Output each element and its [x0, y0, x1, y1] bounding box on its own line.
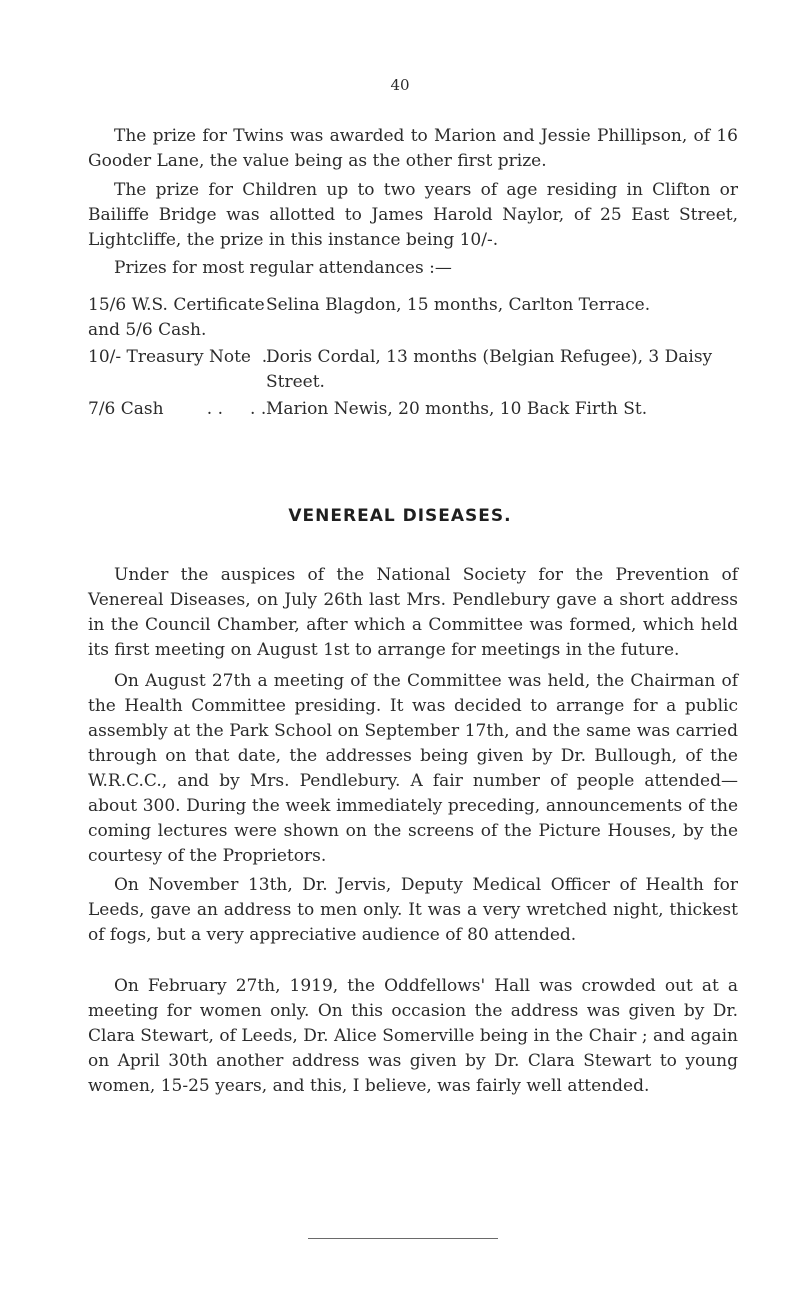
prize-recipient: Marion Newis, 20 months, 10 Back Firth St.	[266, 399, 648, 419]
prize-award: 7/6 Cash . . . .	[88, 399, 267, 419]
paragraph-november-address: On November 13th, Dr. Jervis, Deputy Medical Officer of Health for Leeds, gave an address to men only. It was a very wretched night, thickest of fogs, but a very appreciative audience of 80 attended.	[88, 875, 738, 945]
paragraph-twins-prize: The prize for Twins was awarded to Marion and Jessie Phillipson, of 16 Gooder Lane, the value being as the other first prize.	[88, 126, 738, 171]
prize-award: 15/6 W.S. Certificate and 5/6 Cash.	[88, 295, 265, 340]
page-number: 40	[390, 76, 410, 94]
section-heading: VENEREAL DISEASES.	[288, 506, 512, 526]
paragraph-children-prize: The prize for Children up to two years of age residing in Clifton or Bailiffe Bridge was allotted to James Harold Naylor, of 25 East Street, Lightcliffe, the prize in this instance being 10/-.	[88, 180, 738, 250]
end-rule	[308, 1238, 498, 1239]
paragraph-auspices: Under the auspices of the National Society for the Prevention of Venereal Diseases, on July 26th last Mrs. Pendlebury gave a short address in the Council Chamber, after which a Committee was formed, which held its first meeting on August 1st to arrange for meetings in the future.	[88, 565, 738, 660]
prize-recipient: Doris Cordal, 13 months (Belgian Refugee), 3 Daisy Street.	[266, 347, 713, 392]
paragraph-february-meeting: On February 27th, 1919, the Oddfellows' Hall was crowded out at a meeting for women only. On this occasion the address was given by Dr. Clara Stewart, of Leeds, Dr. Alice Somerville being in the Chair ; and again on April 30th another address was given by Dr. Clara Stewart to young women, 15-25 years, and this, I believe, was fairly well attended.	[88, 976, 738, 1096]
paragraph-august-meeting: On August 27th a meeting of the Committee was held, the Chairman of the Health Committee presiding. It was decided to arrange for a public assembly at the Park School on September 17th, and the same was carried through on that date, the addresses being given by Dr. Bullough, of the W.R.C.C., and by Mrs. Pendlebury. A fair number of people attended—about 300. During the week immediately preceding, announcements of the coming lectures were shown on the screens of the Picture Houses, by the courtesy of the Proprietors.	[88, 671, 738, 866]
prize-award: 10/- Treasury Note . .	[88, 347, 278, 367]
prize-recipient: Selina Blagdon, 15 months, Carlton Terrace.	[266, 295, 651, 315]
paragraph-attendance-intro: Prizes for most regular attendances :—	[114, 258, 452, 278]
